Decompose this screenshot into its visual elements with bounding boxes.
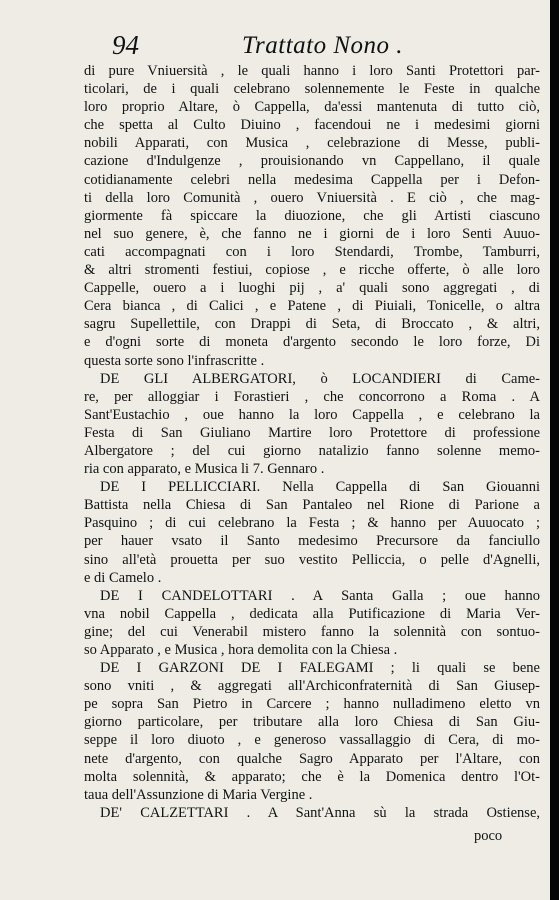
text-line: di pure Vniuersità , le quali hanno i loro Santi Protettori par- [84, 63, 540, 79]
text-line: cazione d'Indulgenze , prouisionando vn Cappellano, il quale [84, 153, 540, 170]
text-line: molta solennità, & apparato; che è la Domenica dentro l'Ot- [84, 768, 540, 785]
running-title: Trattato Nono . [242, 32, 404, 59]
text-line: re, per alloggiar i Forastieri , che concorrono a Roma . A [84, 388, 540, 405]
text-line: Sant'Eustachio , oue hanno la loro Cappella , e celebrano la [84, 406, 540, 423]
text-line: Pasquino ; di cui celebrano la Festa ; & hanno per Auuocato ; [84, 515, 540, 532]
text-line: cotidianamente celebri nella medesima Cappella per i Defon- [84, 171, 540, 188]
text-line: seppe il loro diuoto , e generoso vassallaggio di Cera, di mo- [84, 732, 540, 749]
text-line: cati accompagnati con i loro Stendardi, Trombe, Tamburri, [84, 243, 540, 260]
section-heading-albergatori: DE GLI ALBERGATORI, ò LOCANDIERI di Came- [100, 370, 540, 387]
section-heading-pelliciari: DE I PELLICCIARI. Nella Cappella di San Giouanni [100, 479, 540, 496]
text-line: che spetta al Culto Diuino , facendoui ne i medesimi giorni [84, 117, 540, 134]
text-line: sono vniti , & aggregati all'Archiconfraternità di San Giusep- [84, 678, 540, 695]
text-line: sino all'età prouetta per suo vestito Pelliccia, o pelle d'Agnelli, [84, 551, 540, 568]
text-line: sagru Supellettile, con Drappi di Seta, di Broccato , & altri, [84, 316, 540, 333]
text-line: questa sorte sono l'infrascritte . [84, 352, 265, 369]
text-line: taua dell'Assunzione di Maria Vergine . [84, 786, 313, 803]
text-line: Albergatore ; del cui giorno natalizio fanno solenne memo- [84, 442, 540, 459]
page-number: 94 [112, 30, 139, 60]
page-header [112, 30, 452, 62]
scan-edge [550, 0, 559, 900]
text-line: giormente fà spiccare la diuozione, che gli Artisti ciascuno [84, 207, 540, 224]
text-line: gine; del cui Venerabil mistero fanno la solennità con sontuo- [84, 623, 540, 640]
text-line: Cera bianca , di Calici , e Patene , di Piuiali, Tonicelle, o altra [84, 298, 540, 315]
text-line: Battista nella Chiesa di San Pantaleo nel Rione di Parione a [84, 497, 540, 514]
text-line: so Apparato , e Musica , hora demolita con la Chiesa . [84, 642, 398, 658]
text-line: Cappelle, ouero a i luoghi pij , a' quali sono aggregati , di [84, 280, 540, 297]
section-heading-candelottari: DE I CANDELOTTARI . A Santa Galla ; oue hanno [100, 587, 540, 604]
text-line: per hauer vsato il Santo medesimo Precursore da fanciullo [84, 533, 540, 550]
text-line: nobili Apparati, con Musica , celebrazione di Messe, publi- [84, 135, 540, 152]
section-heading-falegami: DE I GARZONI DE I FALEGAMI ; li quali se bene [100, 660, 540, 677]
text-line: pe sopra San Pietro in Carcere ; hanno nulladimeno eletto vn [84, 696, 540, 713]
catchword: poco [474, 828, 503, 844]
text-line: giorno particolare, per tributare alla loro Chiesa di San Giu- [84, 714, 540, 731]
text-line: e di Camelo . [84, 569, 162, 586]
text-line: Festa di San Giuliano Martire loro Protettore di professione [84, 424, 540, 441]
text-line: & altri stromenti festiui, copiose , e ricche offerte, ò alle loro [84, 262, 540, 279]
text-line: vna nobil Cappella , dedicata alla Putificazione di Maria Ver- [84, 605, 540, 622]
body-text [84, 62, 540, 822]
text-line: e d'ogni sorte di moneta d'argento secondo le loro forze, Di [84, 334, 540, 351]
text-line: ria con apparato, e Musica li 7. Gennaro . [84, 461, 325, 478]
text-line: nete d'argento, con qualche Sagro Apparato per l'Altare, con [84, 750, 540, 767]
section-heading-calzettari: DE' CALZETTARI . A Sant'Anna sù la strada Ostiense, [100, 804, 540, 821]
text-line: ti della loro Comunità , ouero Vniuersità . E ciò , che mag- [84, 189, 540, 206]
text-line: loro proprio Altare, ò Cappella, da'essi mantenuta di tutto ciò, [84, 99, 540, 116]
text-line: nel suo genere, è, che fanno ne i giorni de i loro Senti Auuo- [84, 225, 540, 242]
text-line: ticolari, de i quali celebrano solennemente le Feste in qualche [84, 81, 540, 98]
